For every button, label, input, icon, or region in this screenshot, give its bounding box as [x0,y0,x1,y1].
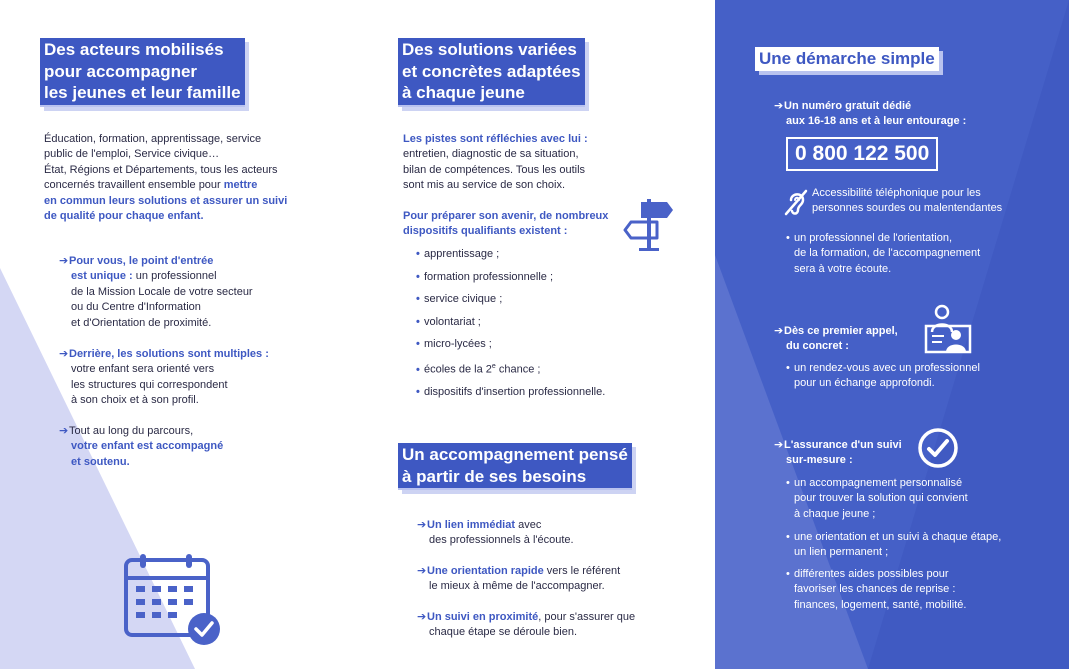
list-item: • volontariat ; [416,315,481,328]
entry-point-item: ➔Pour vous, le point d'entrée est unique : un professionnel de la Mission Locale de votre secteur ou du Centre d'Information et d'Orientation de proximité. [59,255,253,329]
arrow-icon: ➔ [59,348,69,360]
solutions-title: Des solutions variées et concrètes adaptées à chaque jeune [398,38,585,107]
local-follow-up-item: ➔Un suivi en proximité, pour s'assurer que chaque étape se déroule bien. [417,611,636,639]
phone-number[interactable]: 0 800 122 500 [786,137,938,171]
list-item: • micro-lycées ; [416,338,492,351]
meeting-icon [924,302,972,354]
actors-intro: Éducation, formation, apprentissage, service public de l'emploi, Service civique… État, Régions et Départements, tous les acteurs concernés travaillent ensemble pour mettre en commun leurs solutions et assurer un suivi de qualité pour chaque enfant. [44,133,288,223]
arrow-icon: ➔ [417,519,427,531]
tracks-paragraph: Les pistes sont réfléchies avec lui : entretien, diagnostic de sa situation, bilan de compétences. Tous les outils sont mis au service de son choix. [403,133,588,192]
hearing-impaired-icon [783,188,809,216]
multiple-solutions-item: ➔Derrière, les solutions sont multiples : votre enfant sera orienté vers les structures qui correspondent à son choix et à son profil. [59,348,269,407]
schemes-lead: Pour préparer son avenir, de nombreux dispositifs qualifiants existent : [403,210,609,238]
actors-title: Des acteurs mobilisés pour accompagner les jeunes et leur famille [40,38,245,107]
arrow-icon: ➔ [59,425,69,437]
arrow-icon: ➔ [59,255,69,267]
list-item: • dispositifs d'insertion professionnelle. [416,386,606,399]
list-item: • formation professionnelle ; [416,270,554,283]
accessibility-text: Accessibilité téléphonique pour les personnes sourdes ou malentendantes [812,187,1003,215]
list-item: • écoles de la 2e chance ; [416,362,541,376]
immediate-link-item: ➔Un lien immédiat avec des professionnels à l'écoute. [417,519,574,547]
arrow-icon: ➔ [774,325,784,337]
tailored-item-2: • une orientation et un suivi à chaque étape, un lien permanent ; [786,531,1002,559]
arrow-icon: ➔ [417,565,427,577]
left-column [0,0,360,669]
rapid-orientation-item: ➔Une orientation rapide vers le référent le mieux à même de l'accompagner. [417,565,621,593]
needs-title: Un accompagnement pensé à partir de ses besoins [398,443,632,490]
list-item: • service civique ; [416,293,503,306]
calendar-check-icon [122,552,222,647]
right-column [715,0,1069,669]
simple-process-title: Une démarche simple [755,47,939,71]
arrow-icon: ➔ [417,611,427,623]
tailored-lead: ➔L'assurance d'un suivi sur-mesure : [774,439,902,467]
free-number-lead: ➔Un numéro gratuit dédié aux 16-18 ans et à leur entourage : [774,100,967,128]
advisor-item: • un professionnel de l'orientation, de la formation, de l'accompagnement sera à votre écoute. [786,232,981,275]
support-item: ➔Tout au long du parcours, votre enfant est accompagné et soutenu. [59,425,224,468]
arrow-icon: ➔ [774,439,784,451]
first-call-lead: ➔Dès ce premier appel, du concret : [774,325,898,353]
meeting-item: • un rendez-vous avec un professionnel pour un échange approfondi. [786,362,980,390]
middle-column [360,0,715,669]
list-item: • apprentissage ; [416,248,500,260]
check-circle-icon [917,427,959,469]
tailored-item-1: • un accompagnement personnalisé pour trouver la solution qui convient à chaque jeune ; [786,477,968,520]
schemes-list [416,243,605,404]
signpost-icon [623,198,677,252]
tailored-item-3: • différentes aides possibles pour favoriser les chances de reprise : finances, logement, santé, mobilité. [786,568,967,611]
arrow-icon: ➔ [774,100,784,112]
